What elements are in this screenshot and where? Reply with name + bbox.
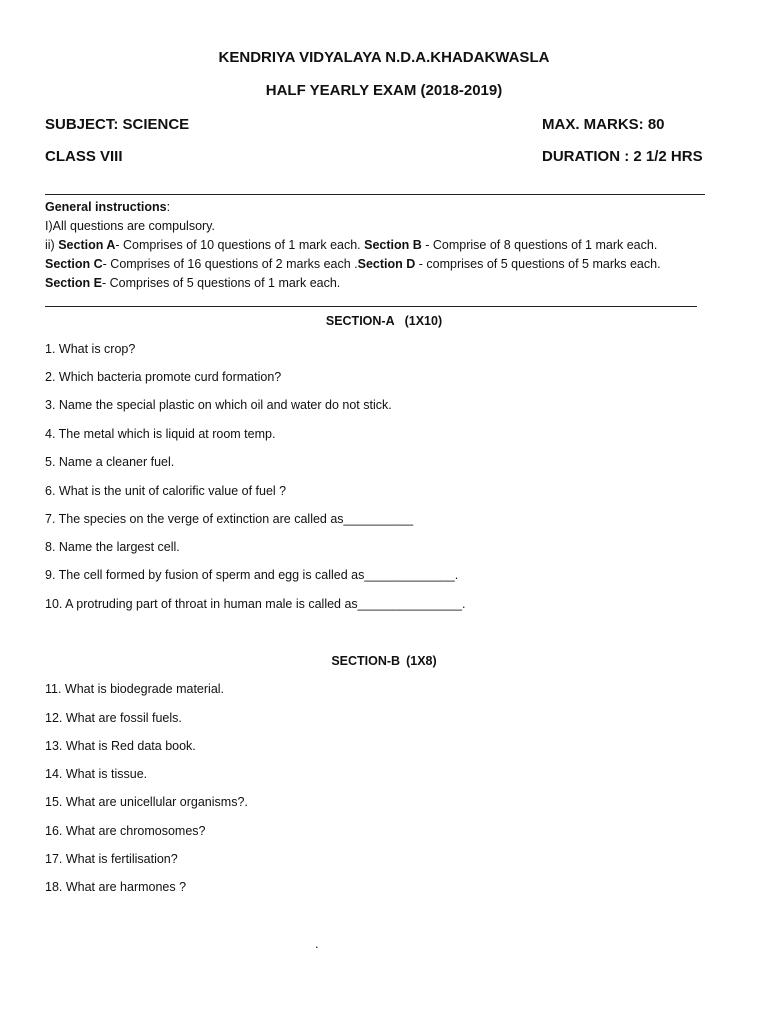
section-a-desc: - Comprises of 10 questions of 1 mark each.: [115, 238, 365, 252]
subject-label: SUBJECT: SCIENCE: [45, 116, 190, 133]
question-7: 7. The species on the verge of extinction are called as__________: [45, 512, 414, 526]
question-14: 14. What is tissue.: [45, 767, 148, 781]
instruction-line-3: [45, 255, 735, 274]
question-17: 17. What is fertilisation?: [45, 852, 178, 866]
school-name: KENDRIYA VIDYALAYA N.D.A.KHADAKWASLA: [218, 49, 550, 66]
instructions-heading: General instructions: [45, 200, 167, 214]
question-9: 9. The cell formed by fusion of sperm and egg is called as_____________.: [45, 568, 459, 582]
section-e-desc: - Comprises of 5 questions of 1 mark each.: [101, 276, 341, 290]
question-5: 5. Name a cleaner fuel.: [45, 455, 175, 469]
question-13: 13. What is Red data book.: [45, 739, 196, 753]
section-a-heading: [0, 314, 768, 328]
general-instructions: [45, 198, 735, 293]
question-2: 2. Which bacteria promote curd formation?: [45, 370, 282, 384]
divider-bottom: [45, 306, 697, 307]
question-12: 12. What are fossil fuels.: [45, 711, 182, 725]
instruction-prefix: ii): [45, 238, 59, 252]
section-b-marks: (1X8): [406, 654, 437, 668]
section-e-ref: Section E: [45, 276, 102, 290]
question-1: 1. What is crop?: [45, 342, 136, 356]
section-b-heading: [0, 654, 768, 668]
section-c-ref: Section C: [45, 257, 103, 271]
instructions-heading-line: [45, 198, 735, 217]
question-16: 16. What are chromosomes?: [45, 824, 206, 838]
question-4: 4. The metal which is liquid at room temp.: [45, 427, 276, 441]
exam-title: HALF YEARLY EXAM (2018-2019): [265, 82, 503, 99]
question-10: 10. A protruding part of throat in human male is called as_______________.: [45, 597, 466, 611]
instruction-line-1: I)All questions are compulsory.: [45, 219, 215, 233]
section-a-title: SECTION-A: [325, 314, 395, 328]
section-b-desc: - Comprise of 8 questions of 1 mark each.: [421, 238, 658, 252]
section-d-desc: - comprises of 5 questions of 5 marks each.: [415, 257, 661, 271]
question-3: 3. Name the special plastic on which oil and water do not stick.: [45, 398, 392, 412]
divider-top: [45, 194, 705, 195]
question-15: 15. What are unicellular organisms?.: [45, 795, 248, 809]
section-d-ref: Section D: [357, 257, 416, 271]
instructions-colon: :: [166, 200, 171, 214]
max-marks-label: MAX. MARKS: 80: [542, 116, 665, 133]
section-a-ref: Section A: [58, 238, 116, 252]
stray-period-mark: .: [315, 936, 319, 951]
instruction-line-4: [45, 274, 735, 293]
section-c-desc: - Comprises of 16 questions of 2 marks each .: [102, 257, 358, 271]
duration-label: DURATION : 2 1/2 HRS: [542, 148, 703, 165]
class-label: CLASS VIII: [45, 148, 123, 165]
question-11: 11. What is biodegrade material.: [45, 682, 225, 696]
section-b-title: SECTION-B: [331, 654, 401, 668]
section-a-marks: (1X10): [404, 314, 443, 328]
question-8: 8. Name the largest cell.: [45, 540, 180, 554]
section-b-ref: Section B: [364, 238, 422, 252]
instruction-line-2: [45, 236, 735, 255]
question-6: 6. What is the unit of calorific value of fuel ?: [45, 484, 287, 498]
question-18: 18. What are harmones ?: [45, 880, 187, 894]
